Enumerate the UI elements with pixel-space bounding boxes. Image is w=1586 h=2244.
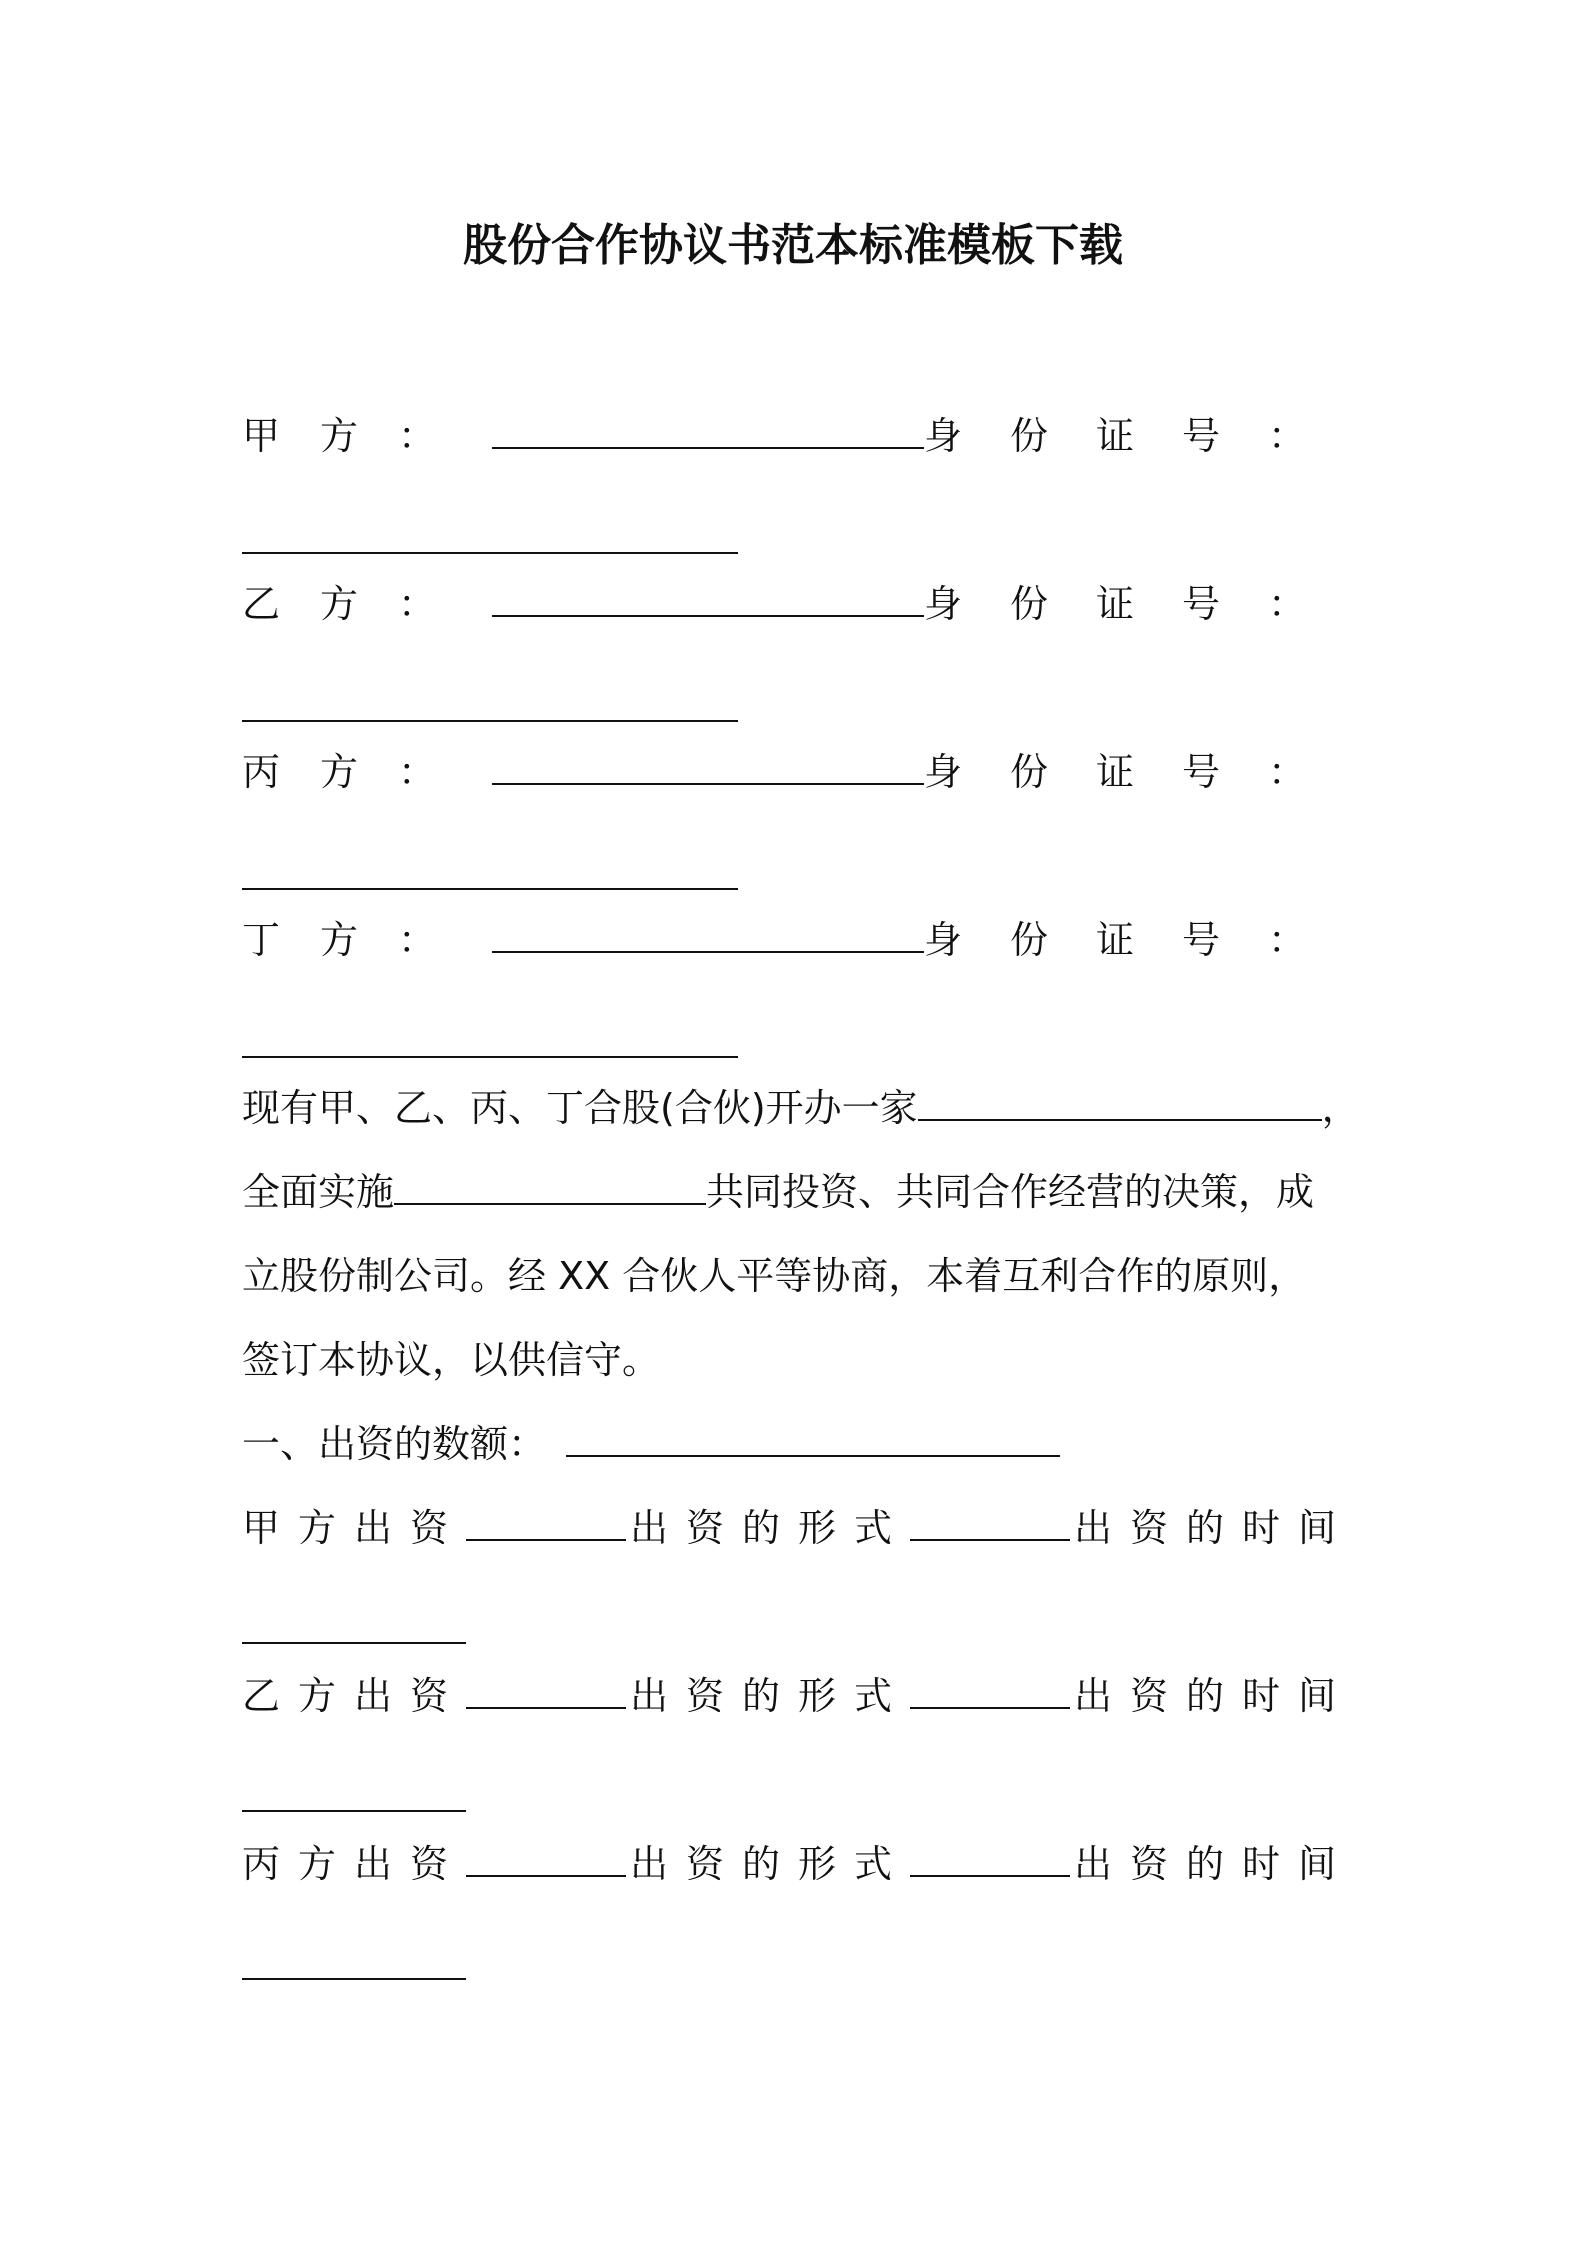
investment-amount-field (466, 1841, 626, 1877)
id-label (924, 914, 1354, 966)
id-label-text: 身份证号： (923, 414, 1354, 458)
party-name-blank (492, 411, 924, 449)
id-label-text: 身份证号： (923, 750, 1354, 794)
id-number-blank (242, 1054, 738, 1058)
intro-text: 现有甲、乙、丙、丁合股(合伙)开办一家 (242, 1086, 918, 1130)
party-label (242, 410, 492, 462)
investment-party: 乙方出资 (242, 1674, 467, 1718)
party-label (242, 578, 492, 630)
id-number-blank (242, 550, 738, 554)
investment-amount-field (466, 1505, 626, 1541)
id-number-blank (242, 886, 738, 890)
intro-text: 签订本协议，以供信守。 (242, 1338, 661, 1382)
section-1-heading (242, 1418, 1354, 1470)
investment-row-bing (242, 1838, 1354, 1890)
id-label-text: 身份证号： (923, 918, 1354, 962)
party-label-text: 丁方： (242, 918, 477, 962)
investment-time-blank (242, 1808, 466, 1812)
intro-line-3 (242, 1250, 1354, 1302)
investment-time-blank (242, 1976, 466, 1980)
investment-time-label: 出资的时间 (1073, 1842, 1354, 1886)
investment-form-field (910, 1841, 1070, 1877)
intro-line-2 (242, 1166, 1354, 1218)
id-label (924, 410, 1354, 462)
investment-form-label: 出资的形式 (629, 1506, 910, 1550)
intro-text: ， (1321, 1086, 1360, 1130)
investment-form-field (910, 1673, 1070, 1709)
party-label-text: 乙方： (242, 582, 477, 626)
investment-time-label: 出资的时间 (1073, 1674, 1354, 1718)
section-heading-text: 一、出资的数额： (242, 1422, 547, 1466)
party-name-blank (492, 915, 924, 953)
investment-party: 丙方出资 (242, 1842, 467, 1886)
business-blank (394, 1169, 706, 1205)
investment-form-label: 出资的形式 (629, 1842, 910, 1886)
party-row-yi (242, 578, 1354, 630)
investment-amount-blank (566, 1421, 1060, 1457)
party-label-text: 甲方： (242, 414, 477, 458)
investment-amount-field (466, 1673, 626, 1709)
investment-party: 甲方出资 (242, 1506, 467, 1550)
party-name-blank (492, 579, 924, 617)
investment-row-jia (242, 1502, 1354, 1554)
intro-text: 全面实施 (242, 1170, 395, 1214)
investment-form-label: 出资的形式 (629, 1674, 910, 1718)
party-label-text: 丙方： (242, 750, 477, 794)
intro-line-4 (242, 1334, 1354, 1386)
party-row-jia (242, 410, 1354, 462)
investment-time-blank (242, 1640, 466, 1644)
party-label (242, 746, 492, 798)
party-label (242, 914, 492, 966)
party-name-blank (492, 747, 924, 785)
id-label-text: 身份证号： (923, 582, 1354, 626)
investment-row-yi (242, 1670, 1354, 1722)
id-label (924, 578, 1354, 630)
intro-text: 立股份制公司。经 XX 合伙人平等协商，本着互利合作的原则， (242, 1254, 1307, 1298)
document-title: 股份合作协议书范本标准模板下载 (463, 220, 1123, 271)
id-label (924, 746, 1354, 798)
investment-form-field (910, 1505, 1070, 1541)
company-name-blank (918, 1085, 1322, 1121)
intro-line-1 (242, 1082, 1360, 1134)
intro-text: 共同投资、共同合作经营的决策，成 (706, 1170, 1315, 1214)
id-number-blank (242, 718, 738, 722)
investment-time-label: 出资的时间 (1073, 1506, 1354, 1550)
party-row-bing (242, 746, 1354, 798)
party-row-ding (242, 914, 1354, 966)
